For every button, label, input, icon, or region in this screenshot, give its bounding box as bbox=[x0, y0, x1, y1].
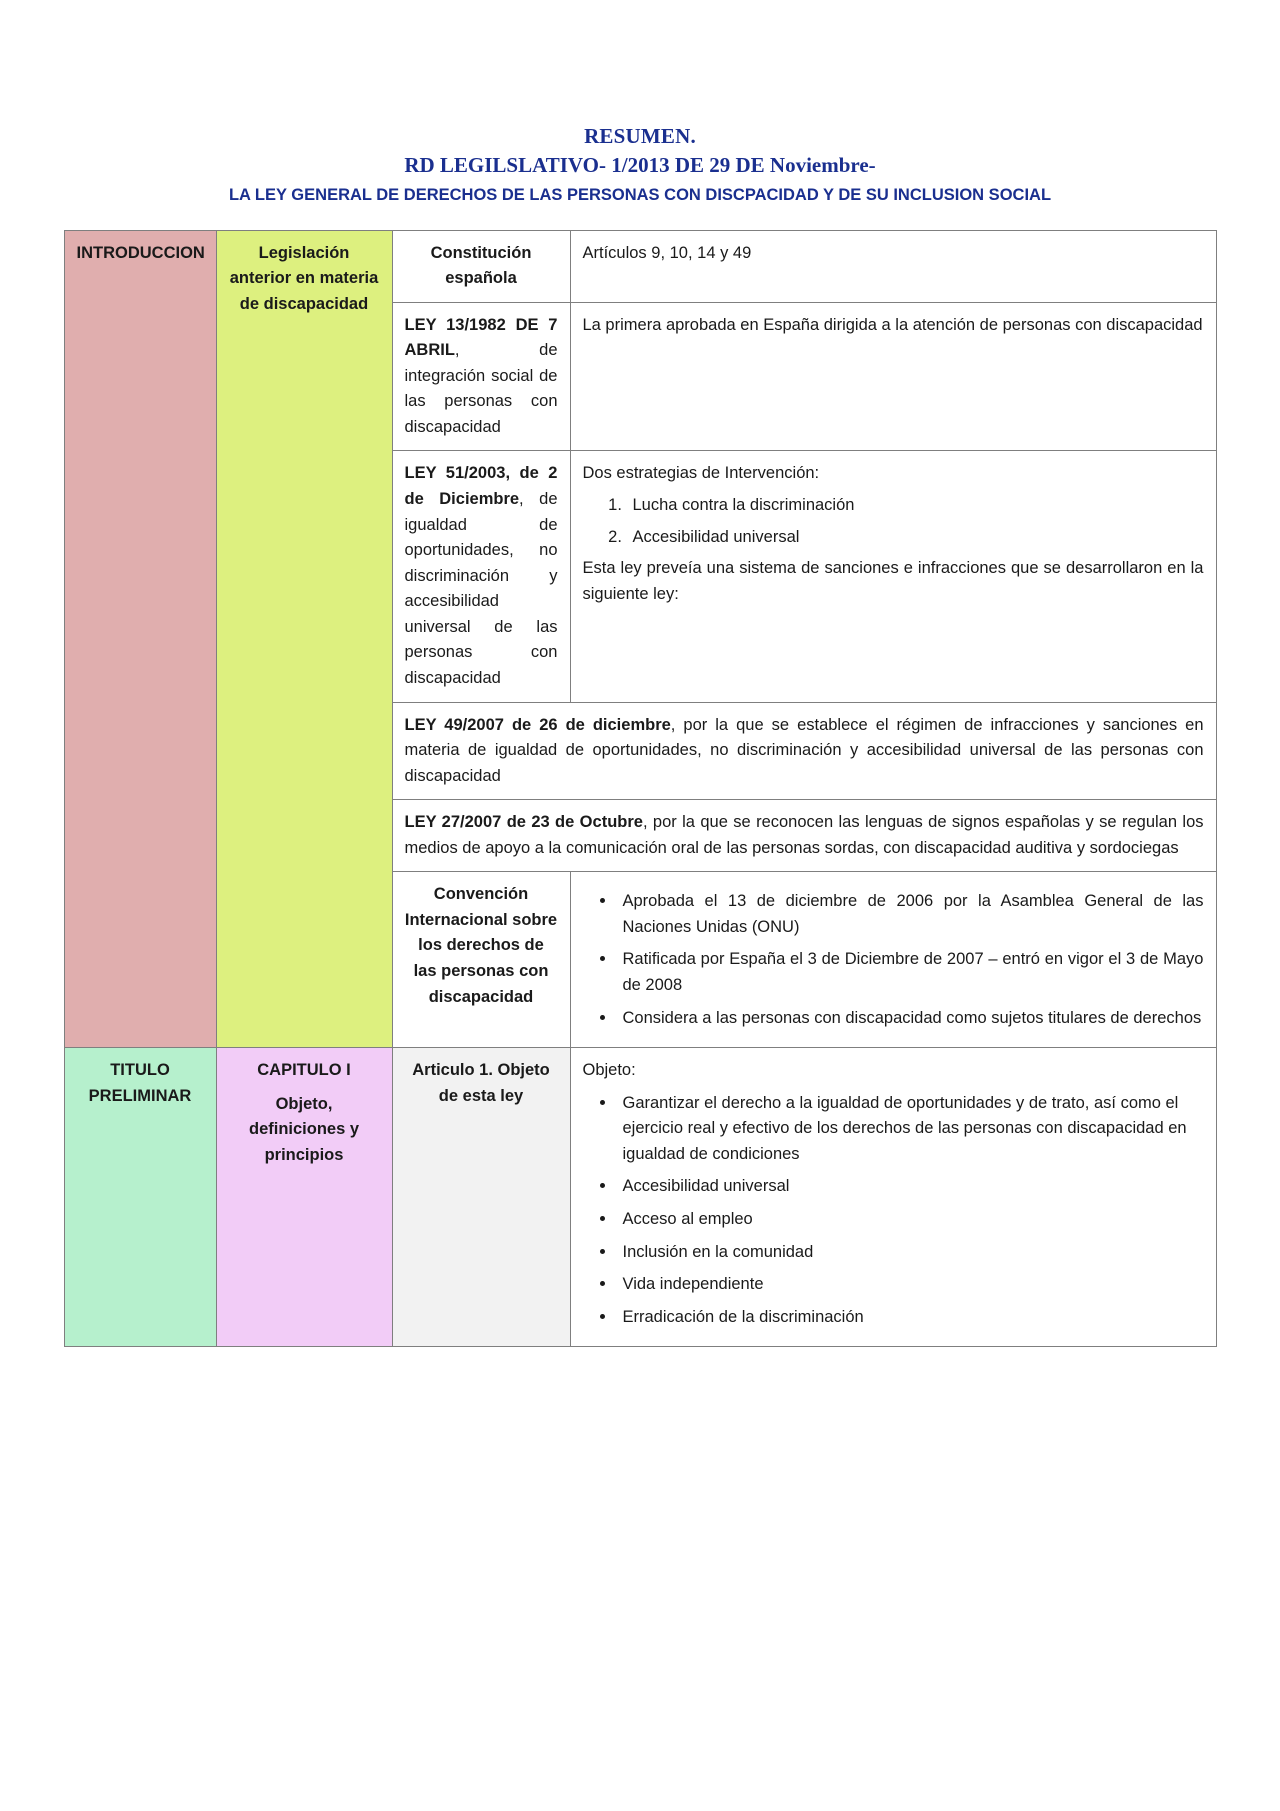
article-label-articulo-1: Articulo 1. Objeto de esta ley bbox=[392, 1048, 570, 1347]
article-content-intro: Objeto: bbox=[582, 1061, 636, 1080]
norm-ley-27-2007-bold: LEY 27/2007 de 23 de Octubre bbox=[404, 813, 643, 832]
detail-numbered-list-ley-51-2003 bbox=[583, 493, 1204, 550]
chapter-spacer bbox=[229, 1084, 380, 1092]
norm-name-ley-13-1982-bold: LEY 13/1982 DE 7 ABRIL bbox=[404, 315, 558, 360]
detail-bullet-list-convencion bbox=[583, 888, 1204, 1031]
norm-ley-27-2007-rest: , por la que se reconocen las lenguas de signos españolas y se regulan los medios de apoyo a la comunicación oral de las personas sordas, con discapacidad auditiva y sordociegas bbox=[404, 813, 1204, 857]
list-item: • Garantizar el derecho a la igualdad de oportunidades y de trato, así como el ejercicio real y efectivo de los derechos de las personas con discapacidad en igualdad de condiciones bbox=[617, 1090, 1204, 1168]
chapter-title: CAPITULO I bbox=[257, 1061, 351, 1080]
norm-name-constitucion: Constitución española bbox=[392, 230, 570, 302]
list-item: • Erradicación de la discriminación bbox=[617, 1304, 1204, 1331]
section-label-titulo-preliminar: TITULO PRELIMINAR bbox=[64, 1048, 216, 1347]
chapter-subtitle: Objeto, definiciones y principios bbox=[248, 1094, 360, 1164]
norm-name-ley-13-1982 bbox=[392, 302, 570, 451]
norm-ley-49-2007-bold: LEY 49/2007 de 26 de diciembre bbox=[404, 715, 671, 734]
summary-table bbox=[64, 230, 1217, 1348]
list-item: • Vida independiente bbox=[617, 1271, 1204, 1298]
list-item: • Inclusión en la comunidad bbox=[617, 1239, 1204, 1266]
list-item: • Aprobada el 13 de diciembre de 2006 por la Asamblea General de las Naciones Unidas (ONU) bbox=[617, 888, 1204, 940]
list-item: • Ratificada por España el 3 de Diciembre de 2007 – entró en vigor el 3 de Mayo de 2008 bbox=[617, 946, 1204, 998]
norm-name-convencion-internacional: Convención Internacional sobre los derechos de las personas con discapacidad bbox=[392, 872, 570, 1048]
list-item: 2. Accesibilidad universal bbox=[627, 525, 1204, 551]
table-row bbox=[64, 1048, 1216, 1347]
article-content-bullet-list bbox=[583, 1090, 1204, 1331]
norm-name-ley-13-1982-rest: , de integración social de las personas con discapacidad bbox=[404, 341, 558, 436]
document-subtitle-secondary: LA LEY GENERAL DE DERECHOS DE LAS PERSONAS CON DISCPACIDAD Y DE SU INCLUSION SOCIAL bbox=[228, 185, 1052, 204]
norm-detail-constitucion: Artículos 9, 10, 14 y 49 bbox=[570, 230, 1216, 302]
norm-detail-ley-51-2003 bbox=[570, 451, 1216, 702]
page-title: RESUMEN. bbox=[584, 124, 696, 148]
chapter-label-capitulo-i bbox=[216, 1048, 392, 1347]
norm-name-ley-51-2003 bbox=[392, 451, 570, 702]
document-subtitle: RD LEGILSLATIVO- 1/2013 DE 29 DE Noviembre- bbox=[404, 153, 876, 178]
norm-name-ley-51-2003-rest: , de igualdad de oportunidades, no discriminación y accesibilidad universal de las personas con discapacidad bbox=[404, 490, 558, 687]
norm-detail-convencion-internacional bbox=[570, 872, 1216, 1048]
table-row bbox=[64, 230, 1216, 302]
article-content-articulo-1 bbox=[570, 1048, 1216, 1347]
norm-ley-49-2007 bbox=[392, 702, 1216, 800]
norm-name-ley-51-2003-bold: LEY 51/2003, de 2 de Diciembre bbox=[404, 464, 558, 509]
list-item: • Considera a las personas con discapacidad como sujetos titulares de derechos bbox=[617, 1005, 1204, 1032]
document-title-block bbox=[0, 122, 1280, 208]
norm-detail-ley-13-1982: La primera aprobada en España dirigida a la atención de personas con discapacidad bbox=[570, 302, 1216, 451]
norm-ley-27-2007 bbox=[392, 800, 1216, 872]
group-label-legislacion-anterior: Legislación anterior en materia de discapacidad bbox=[216, 230, 392, 1048]
detail-intro-ley-51-2003: Dos estrategias de Intervención: bbox=[582, 464, 820, 483]
detail-outro-ley-51-2003: Esta ley preveía una sistema de sanciones e infracciones que se desarrollaron en la siguiente ley: bbox=[582, 559, 1204, 603]
list-item: 1. Lucha contra la discriminación bbox=[627, 493, 1204, 519]
list-item: • Acceso al empleo bbox=[617, 1206, 1204, 1233]
section-label-introduccion: INTRODUCCION bbox=[64, 230, 216, 1048]
norm-ley-49-2007-rest: , por la que se establece el régimen de infracciones y sanciones en materia de igualdad de oportunidades, no discriminación y accesibilidad universal de las personas con discapacidad bbox=[404, 715, 1204, 785]
list-item: • Accesibilidad universal bbox=[617, 1173, 1204, 1200]
